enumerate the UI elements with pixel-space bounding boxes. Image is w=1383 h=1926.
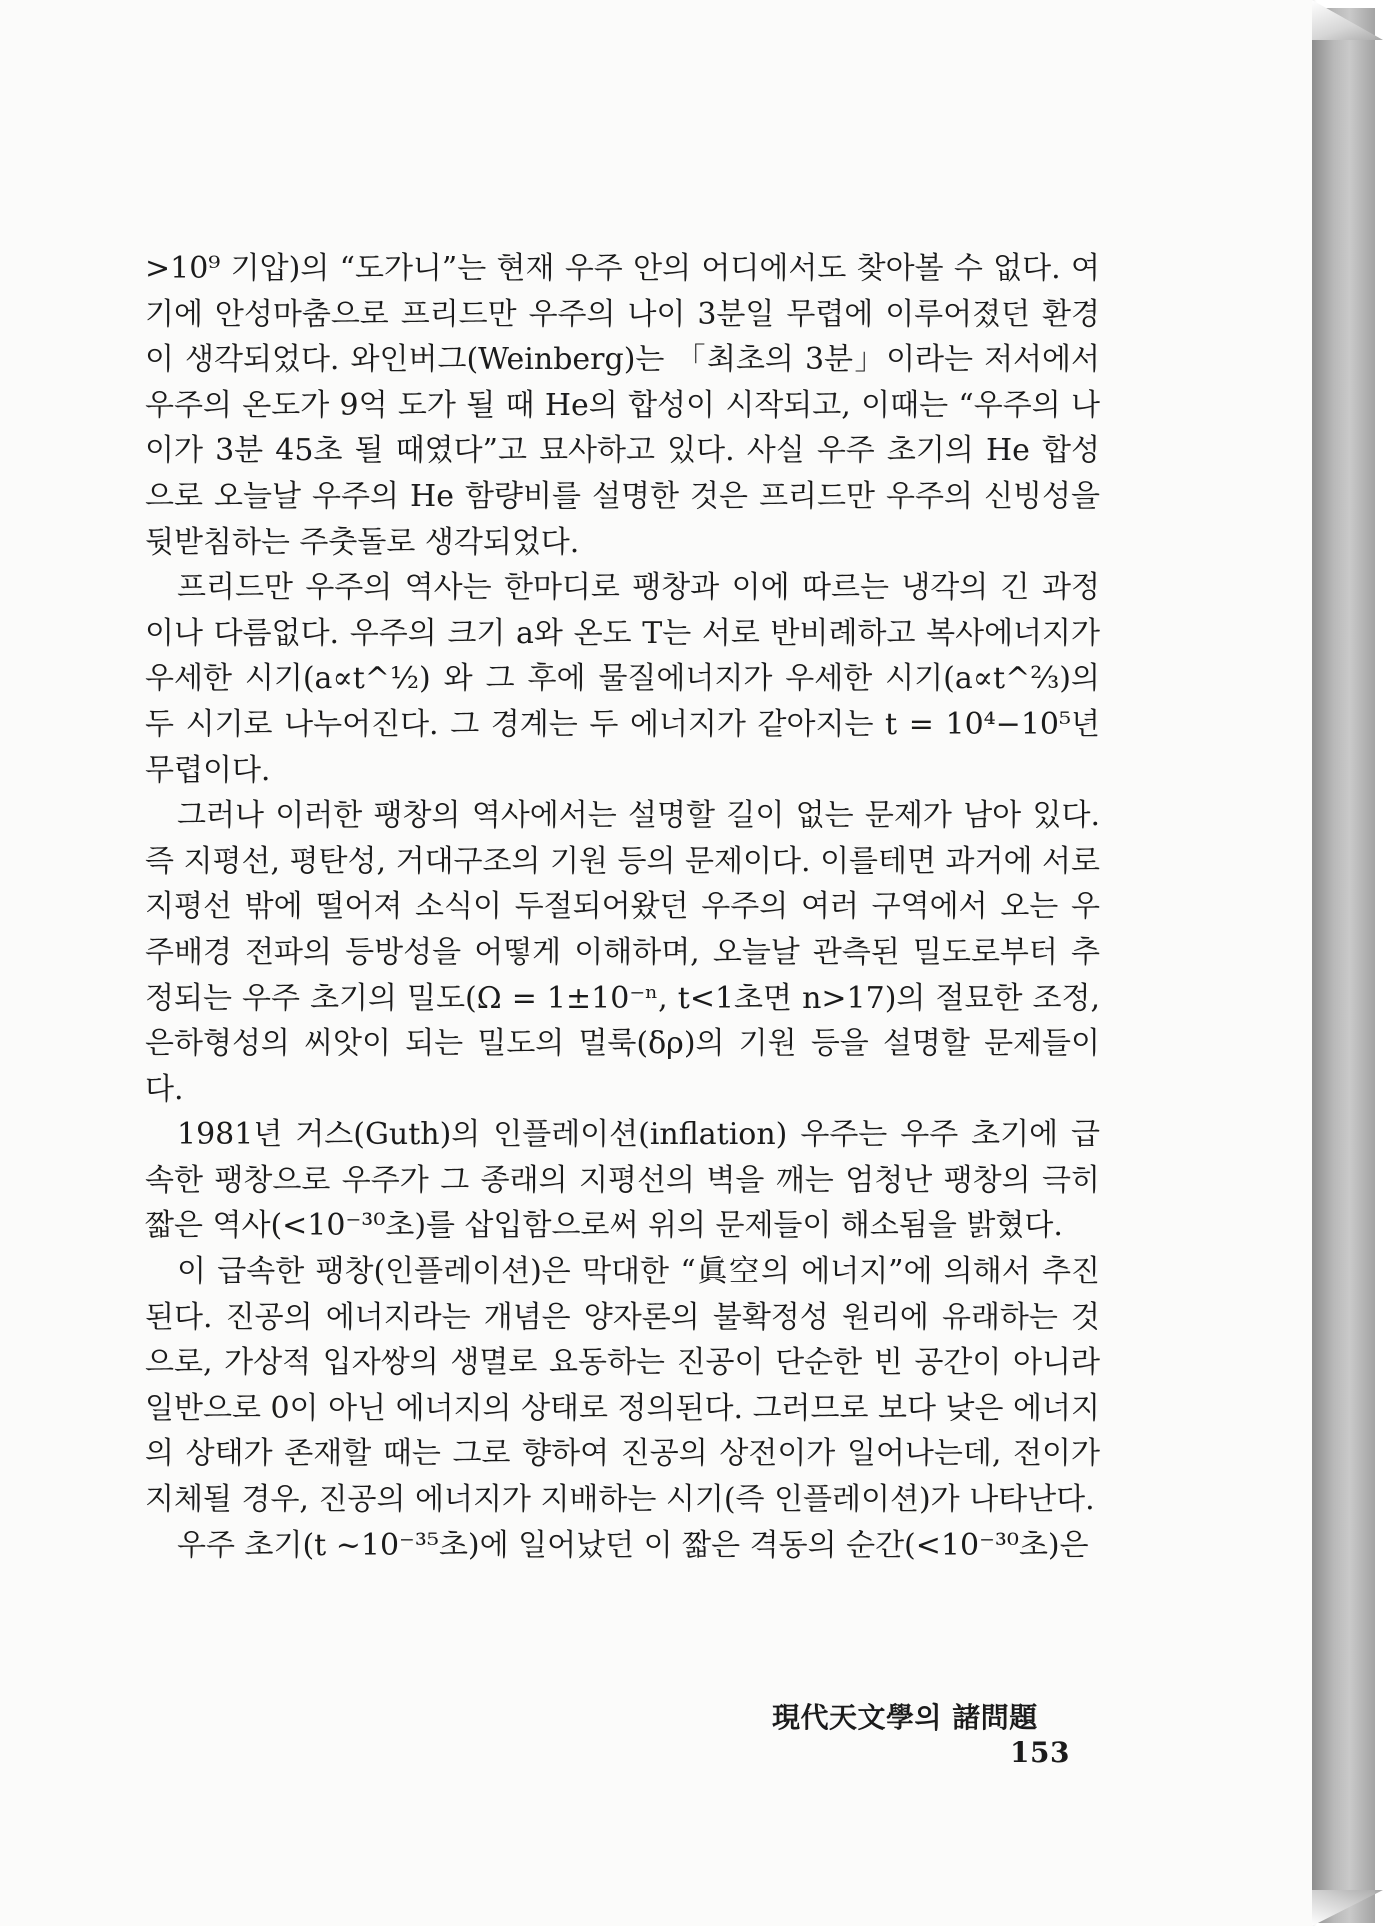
page-footer xyxy=(740,1696,1070,1769)
page-number: 153 xyxy=(1010,1736,1070,1769)
paragraph-4: 1981년 거스(Guth)의 인플레이션(inflation) 우주는 우주 초기에 급속한 팽창으로 우주가 그 종래의 지평선의 벽을 깨는 엄청난 팽창의 극히 짧은 역사(<10⁻³⁰초)를 삽입함으로써 위의 문제들이 해소됨을 밝혔다. xyxy=(145,1117,1100,1244)
body-text xyxy=(145,246,1100,1568)
paragraph-6: 우주 초기(t ~10⁻³⁵초)에 일어났던 이 짧은 격동의 순간(<10⁻³⁰초)은 xyxy=(177,1527,1089,1563)
paragraph-2: 프리드만 우주의 역사는 한마디로 팽창과 이에 따르는 냉각의 긴 과정이나 다름없다. 우주의 크기 a와 온도 T는 서로 반비례하고 복사에너지가 우세한 시기(a∝t^½) 와 그 후에 물질에너지가 우세한 시기(a∝t^⅔)의 두 시기로 나누어진다. 그 경계는 두 에너지가 같아지는 t = 10⁴−10⁵년 무렵이다. xyxy=(145,570,1100,788)
running-title: 現代天文學의 諸問題 xyxy=(771,1701,1038,1734)
paragraph-3: 그러나 이러한 팽창의 역사에서는 설명할 길이 없는 문제가 남아 있다. 즉 지평선, 평탄성, 거대구조의 기원 등의 문제이다. 이를테면 과거에 서로 지평선 밖에 떨어져 소식이 두절되어왔던 우주의 여러 구역에서 오는 우주배경 전파의 등방성을 어떻게 이해하며, 오늘날 관측된 밀도로부터 추정되는 우주 초기의 밀도(Ω = 1±10⁻ⁿ, t<1초면 n>17)의 절묘한 조정, 은하형성의 씨앗이 되는 밀도의 멀룩(δρ)의 기원 등을 설명할 문제들이다. xyxy=(145,798,1100,1107)
paragraph-1: >10⁹ 기압)의 “도가니”는 현재 우주 안의 어디에서도 찾아볼 수 없다. 여기에 안성마춤으로 프리드만 우주의 나이 3분일 무렵에 이루어졌던 환경이 생각되었다. 와인버그(Weinberg)는 「최초의 3분」이라는 저서에서 우주의 온도가 9억 도가 될 때 He의 합성이 시작되고, 이때는 “우주의 나이가 3분 45초 될 때였다”고 묘사하고 있다. 사실 우주 초기의 He 합성으로 오늘날 우주의 He 함량비를 설명한 것은 프리드만 우주의 신빙성을 뒷받침하는 주춧돌로 생각되었다. xyxy=(145,251,1100,560)
book-spine-edge xyxy=(1312,8,1375,1923)
paragraph-5: 이 급속한 팽창(인플레이션)은 막대한 “眞空의 에너지”에 의해서 추진된다. 진공의 에너지라는 개념은 양자론의 불확정성 원리에 유래하는 것으로, 가상적 입자쌍의 생멸로 요동하는 진공이 단순한 빈 공간이 아니라 일반으로 0이 아닌 에너지의 상태로 정의된다. 그러므로 보다 낮은 에너지의 상태가 존재할 때는 그로 향하여 진공의 상전이가 일어나는데, 전이가 지체될 경우, 진공의 에너지가 지배하는 시기(즉 인플레이션)가 나타난다. xyxy=(145,1254,1100,1518)
